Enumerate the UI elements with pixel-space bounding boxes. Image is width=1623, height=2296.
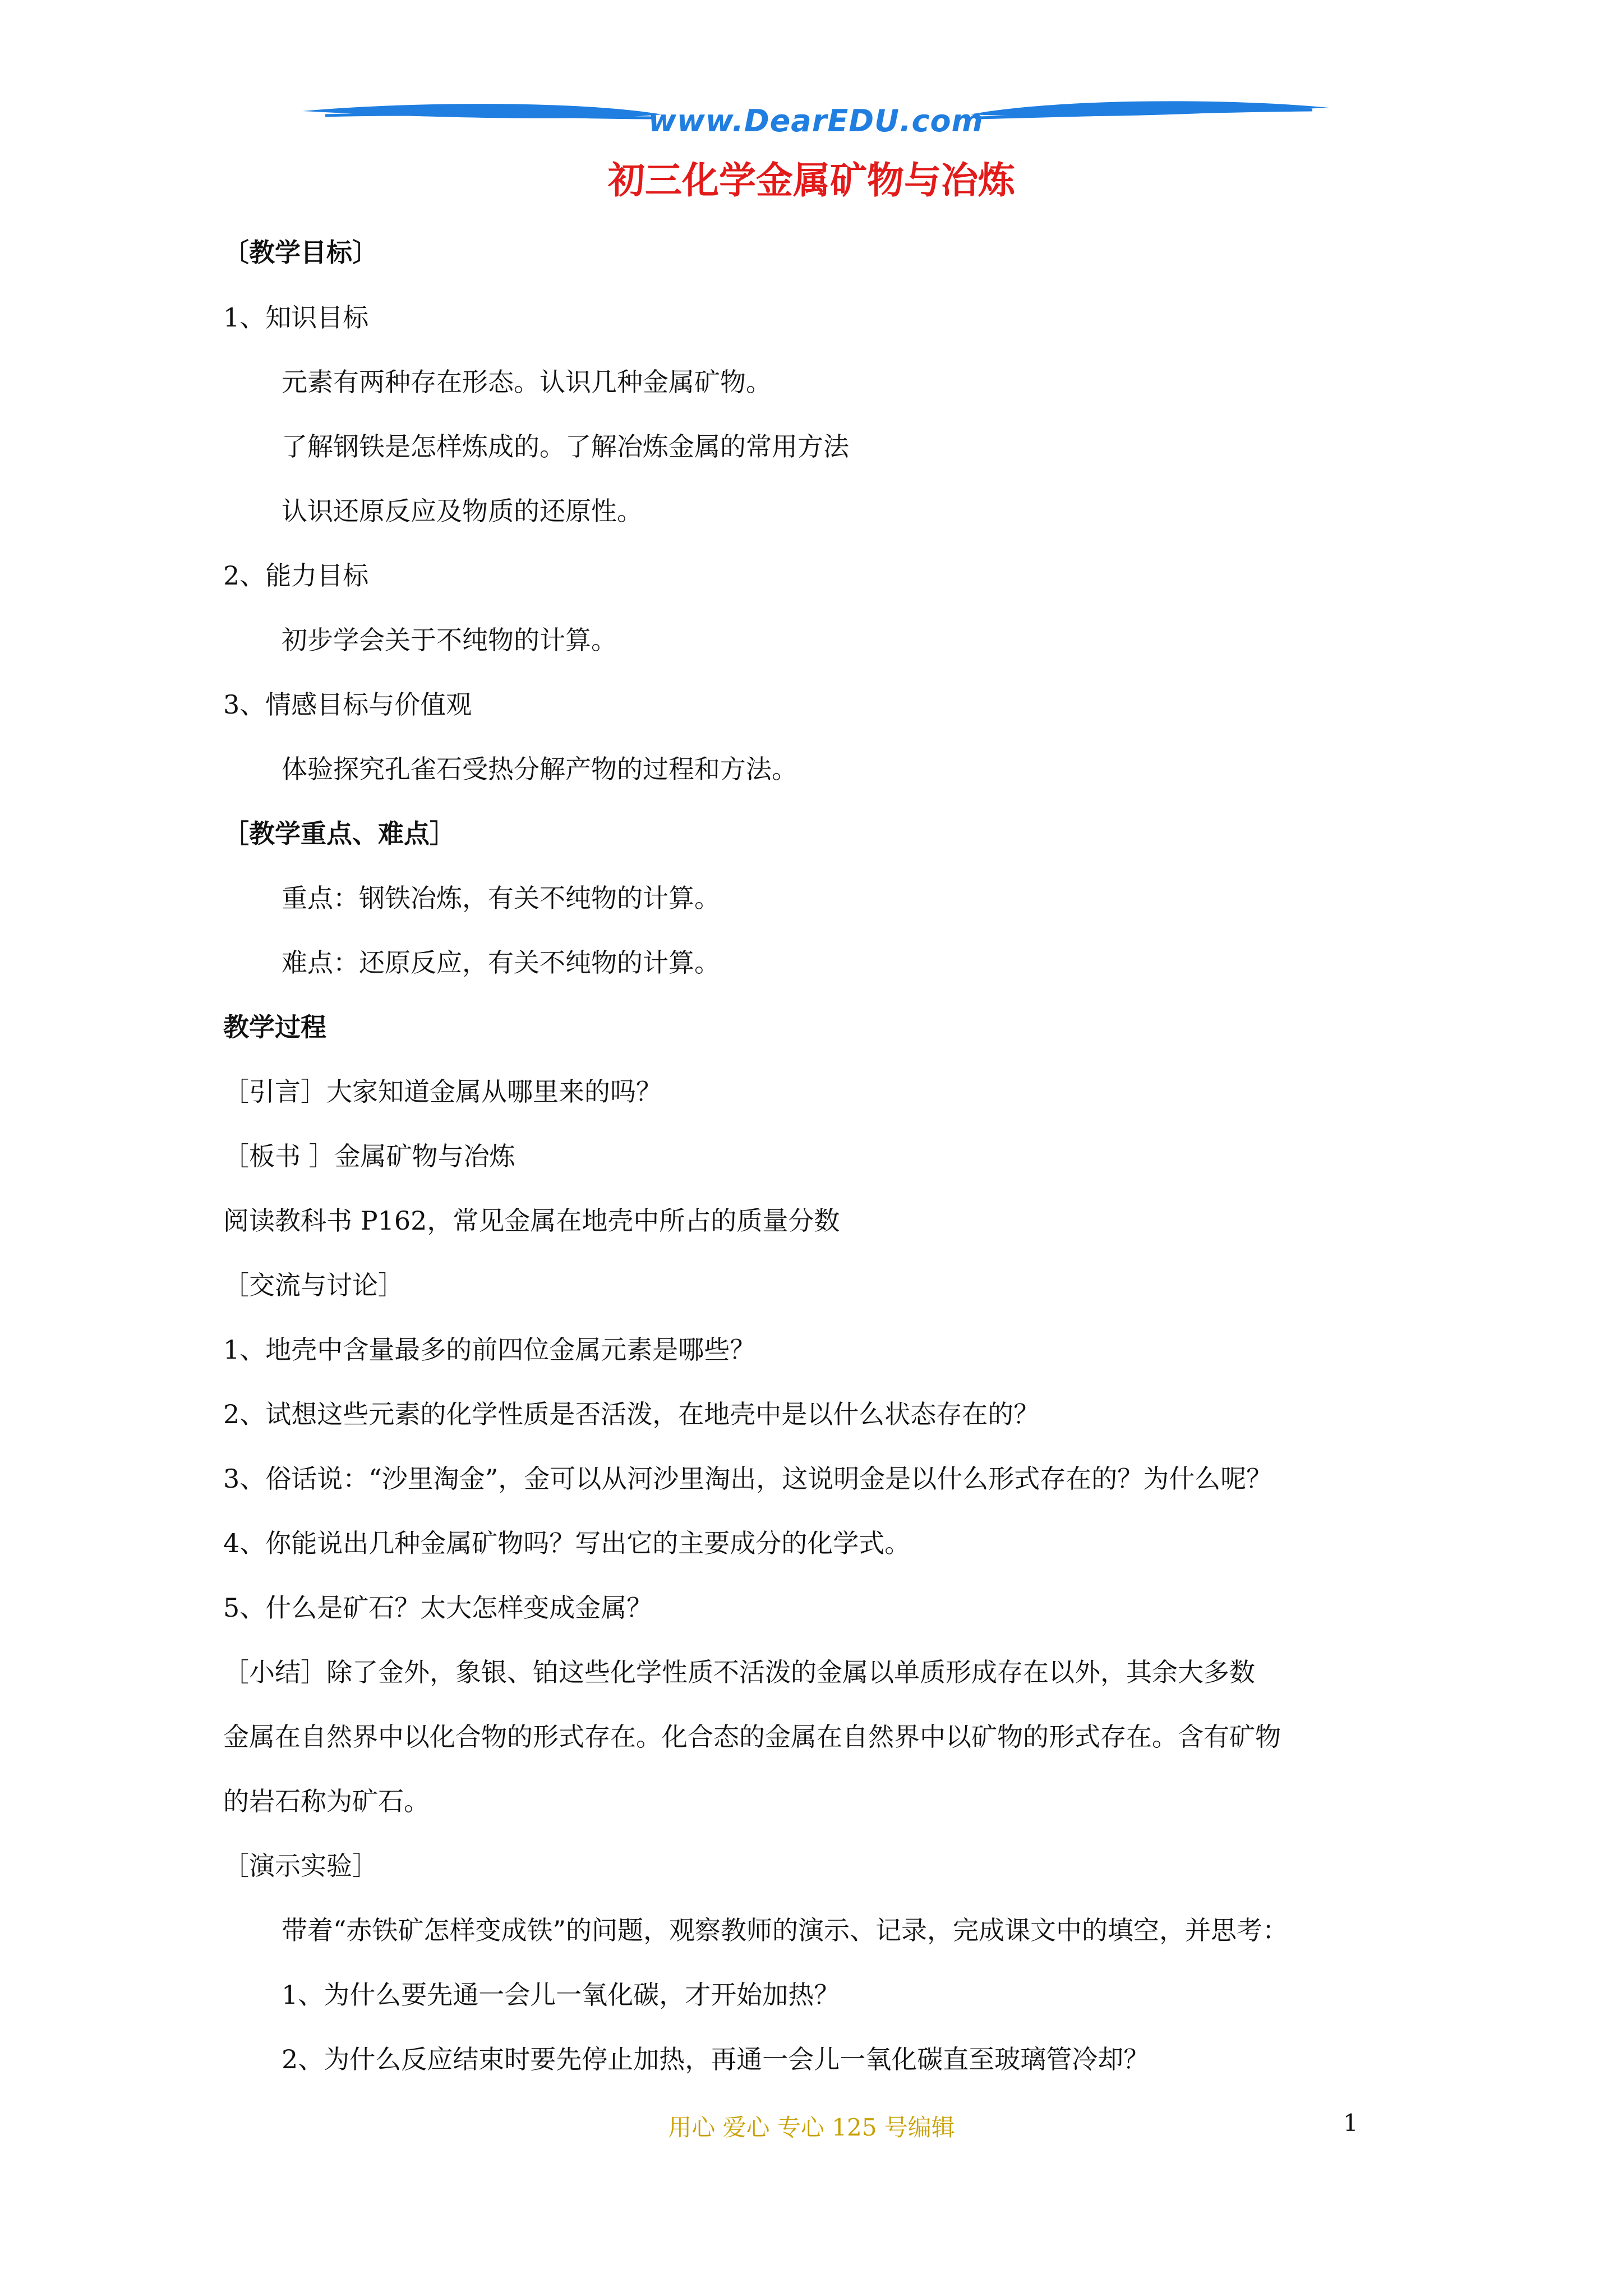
text-line: 2、试想这些元素的化学性质是否活泼，在地壳中是以什么状态存在的？ bbox=[223, 1399, 1040, 1429]
text-line: ［小结］除了金外，象银、铂这些化学性质不活泼的金属以单质形成存在以外，其余大多数 bbox=[223, 1657, 1255, 1687]
text-line: 2、为什么反应结束时要先停止加热，再通一会儿一氧化碳直至玻璃管冷却？ bbox=[282, 2044, 1150, 2074]
text-line: ［引言］大家知道金属从哪里来的吗？ bbox=[223, 1076, 662, 1107]
text-line: 1、地壳中含量最多的前四位金属元素是哪些？ bbox=[223, 1335, 756, 1365]
text-line: 阅读教科书 P162，常见金属在地壳中所占的质量分数 bbox=[223, 1205, 840, 1236]
text-line: 了解钢铁是怎样炼成的。了解冶炼金属的常用方法 bbox=[282, 431, 849, 462]
page-number: 1 bbox=[1343, 2109, 1358, 2137]
text-line: 3、情感目标与价值观 bbox=[223, 689, 472, 720]
header-logo bbox=[303, 95, 1329, 146]
text-line: 2、能力目标 bbox=[223, 560, 369, 591]
section-heading: 〔教学目标〕 bbox=[223, 237, 378, 268]
text-line: 3、俗话说：“沙里淘金”，金可以从河沙里淘出，这说明金是以什么形式存在的？为什么呢？ bbox=[223, 1464, 1272, 1494]
section-heading: ［教学重点、难点］ bbox=[223, 818, 455, 849]
text-line: 1、为什么要先通一会儿一氧化碳，才开始加热？ bbox=[282, 1980, 840, 2010]
text-line: 认识还原反应及物质的还原性。 bbox=[282, 496, 643, 526]
text-line: ［交流与讨论］ bbox=[223, 1270, 404, 1300]
text-line: 元素有两种存在形态。认识几种金属矿物。 bbox=[282, 367, 772, 397]
text-line: 1、知识目标 bbox=[223, 302, 369, 333]
page-footer: 用心 爱心 专心 125 号编辑 bbox=[668, 2114, 955, 2141]
text-line: 初步学会关于不纯物的计算。 bbox=[282, 625, 617, 655]
section-heading: 教学过程 bbox=[223, 1012, 326, 1042]
text-line: 体验探究孔雀石受热分解产物的过程和方法。 bbox=[282, 754, 797, 784]
text-line: 重点：钢铁冶炼，有关不纯物的计算。 bbox=[282, 883, 720, 913]
text-line: ［板书 ］金属矿物与冶炼 bbox=[223, 1141, 515, 1171]
logo-text[interactable]: www.DearEDU.com bbox=[648, 103, 984, 139]
text-line: 难点：还原反应，有关不纯物的计算。 bbox=[282, 947, 720, 978]
text-line: 5、什么是矿石？太大怎样变成金属？ bbox=[223, 1593, 653, 1623]
text-line: 4、你能说出几种金属矿物吗？写出它的主要成分的化学式。 bbox=[223, 1528, 911, 1558]
text-line: 带着“赤铁矿怎样变成铁”的问题，观察教师的演示、记录，完成课文中的填空，并思考： bbox=[282, 1915, 1289, 1945]
document-title: 初三化学金属矿物与冶炼 bbox=[608, 158, 1015, 202]
text-line: ［演示实验］ bbox=[223, 1851, 378, 1881]
text-line: 金属在自然界中以化合物的形式存在。化合态的金属在自然界中以矿物的形式存在。含有矿物 bbox=[223, 1722, 1281, 1752]
text-line: 的岩石称为矿石。 bbox=[223, 1786, 430, 1816]
